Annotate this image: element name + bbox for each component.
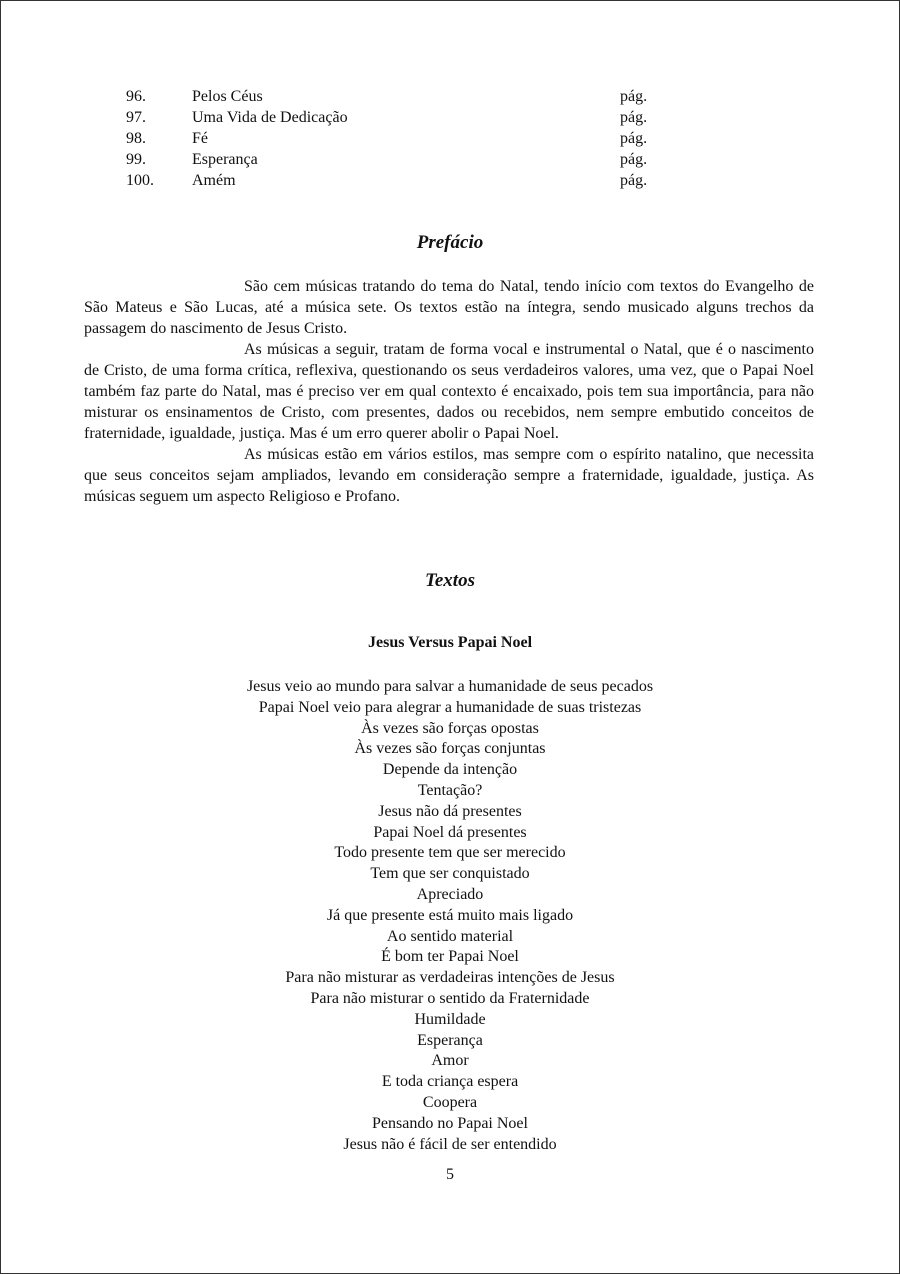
poem <box>0 677 900 1155</box>
preface-paragraph: São cem músicas tratando do tema do Natal, tendo início com textos do Evangelho de São Mateus e São Lucas, até a música sete. Os textos estão na íntegra, sendo musicado alguns trechos da passagem do nascimento de Jesus Cristo. <box>84 278 814 337</box>
toc-page: pág. <box>620 109 648 126</box>
poem-line: É bom ter Papai Noel <box>381 948 519 966</box>
poem-line: Papai Noel dá presentes <box>373 823 527 841</box>
preface-paragraph: As músicas estão em vários estilos, mas sempre com o espírito natalino, que necessita que seus conceitos sejam ampliados, levando em consideração sempre a fraternidade, igualdade, justiça. As músicas seguem um aspecto Religioso e Profano. <box>84 446 814 505</box>
poem-line: Papai Noel veio para alegrar a humanidade de suas tristezas <box>258 698 642 716</box>
poem-line: Esperança <box>417 1031 483 1049</box>
toc-page: pág. <box>620 151 648 168</box>
poem-line: Às vezes são forças opostas <box>361 719 539 737</box>
poem-line: Apreciado <box>416 885 484 903</box>
toc-row <box>0 107 900 128</box>
toc-row <box>0 86 900 107</box>
poem-line: Tem que ser conquistado <box>370 865 530 883</box>
toc-title: Fé <box>192 130 208 147</box>
toc-row <box>0 149 900 170</box>
poem-line: Coopera <box>422 1093 478 1111</box>
toc-number: 99. <box>126 151 146 168</box>
toc-number: 96. <box>126 88 146 105</box>
poem-line: Pensando no Papai Noel <box>372 1114 528 1132</box>
poem-line: E toda criança espera <box>381 1073 519 1091</box>
poem-line: Depende da intenção <box>382 761 518 779</box>
toc-page: pág. <box>620 130 648 147</box>
poem-line: Ao sentido material <box>386 927 514 945</box>
toc-number: 100. <box>126 172 154 189</box>
poem-title: Jesus Versus Papai Noel <box>367 634 533 651</box>
poem-line: Às vezes são forças conjuntas <box>354 740 546 758</box>
preface-paragraph: As músicas a seguir, tratam de forma vocal e instrumental o Natal, que é o nascimento de Cristo, de uma forma crítica, reflexiva, questionando os seus verdadeiros valores, uma vez, que o Papai Noel também faz parte do Natal, mas é preciso ver em qual contexto é encaixado, pois tem sua importância, para não misturar os ensinamentos de Cristo, com presentes, dados ou recebidos, nem sempre embutido conceitos de fraternidade, igualdade, justiça. Mas é um erro querer abolir o Papai Noel. <box>84 341 814 442</box>
toc-number: 97. <box>126 109 146 126</box>
poem-line: Jesus veio ao mundo para salvar a humanidade de seus pecados <box>246 678 654 695</box>
toc-row <box>0 128 900 149</box>
toc-title: Pelos Céus <box>192 88 263 105</box>
poem-line: Jesus não dá presentes <box>378 802 522 820</box>
toc-title: Uma Vida de Dedicação <box>192 109 348 126</box>
table-of-contents <box>0 86 900 191</box>
toc-row <box>0 170 900 191</box>
page-number: 5 <box>446 1166 454 1183</box>
poem-line: Humildade <box>414 1010 486 1028</box>
toc-number: 98. <box>126 130 146 147</box>
preface-heading: Prefácio <box>416 232 484 253</box>
texts-heading: Textos <box>425 570 475 591</box>
poem-line: Já que presente está muito mais ligado <box>326 906 574 924</box>
toc-title: Amém <box>192 172 236 189</box>
poem-line: Jesus não é fácil de ser entendido <box>343 1135 557 1153</box>
poem-line: Tentação? <box>417 781 483 799</box>
poem-line: Para não misturar as verdadeiras intenções de Jesus <box>285 969 615 987</box>
preface-body <box>84 276 814 507</box>
poem-line: Para não misturar o sentido da Fraternidade <box>310 989 590 1007</box>
poem-line: Todo presente tem que ser merecido <box>334 844 566 862</box>
poem-line: Amor <box>431 1052 469 1070</box>
toc-page: pág. <box>620 172 648 189</box>
toc-title: Esperança <box>192 151 258 168</box>
toc-page: pág. <box>620 88 648 105</box>
